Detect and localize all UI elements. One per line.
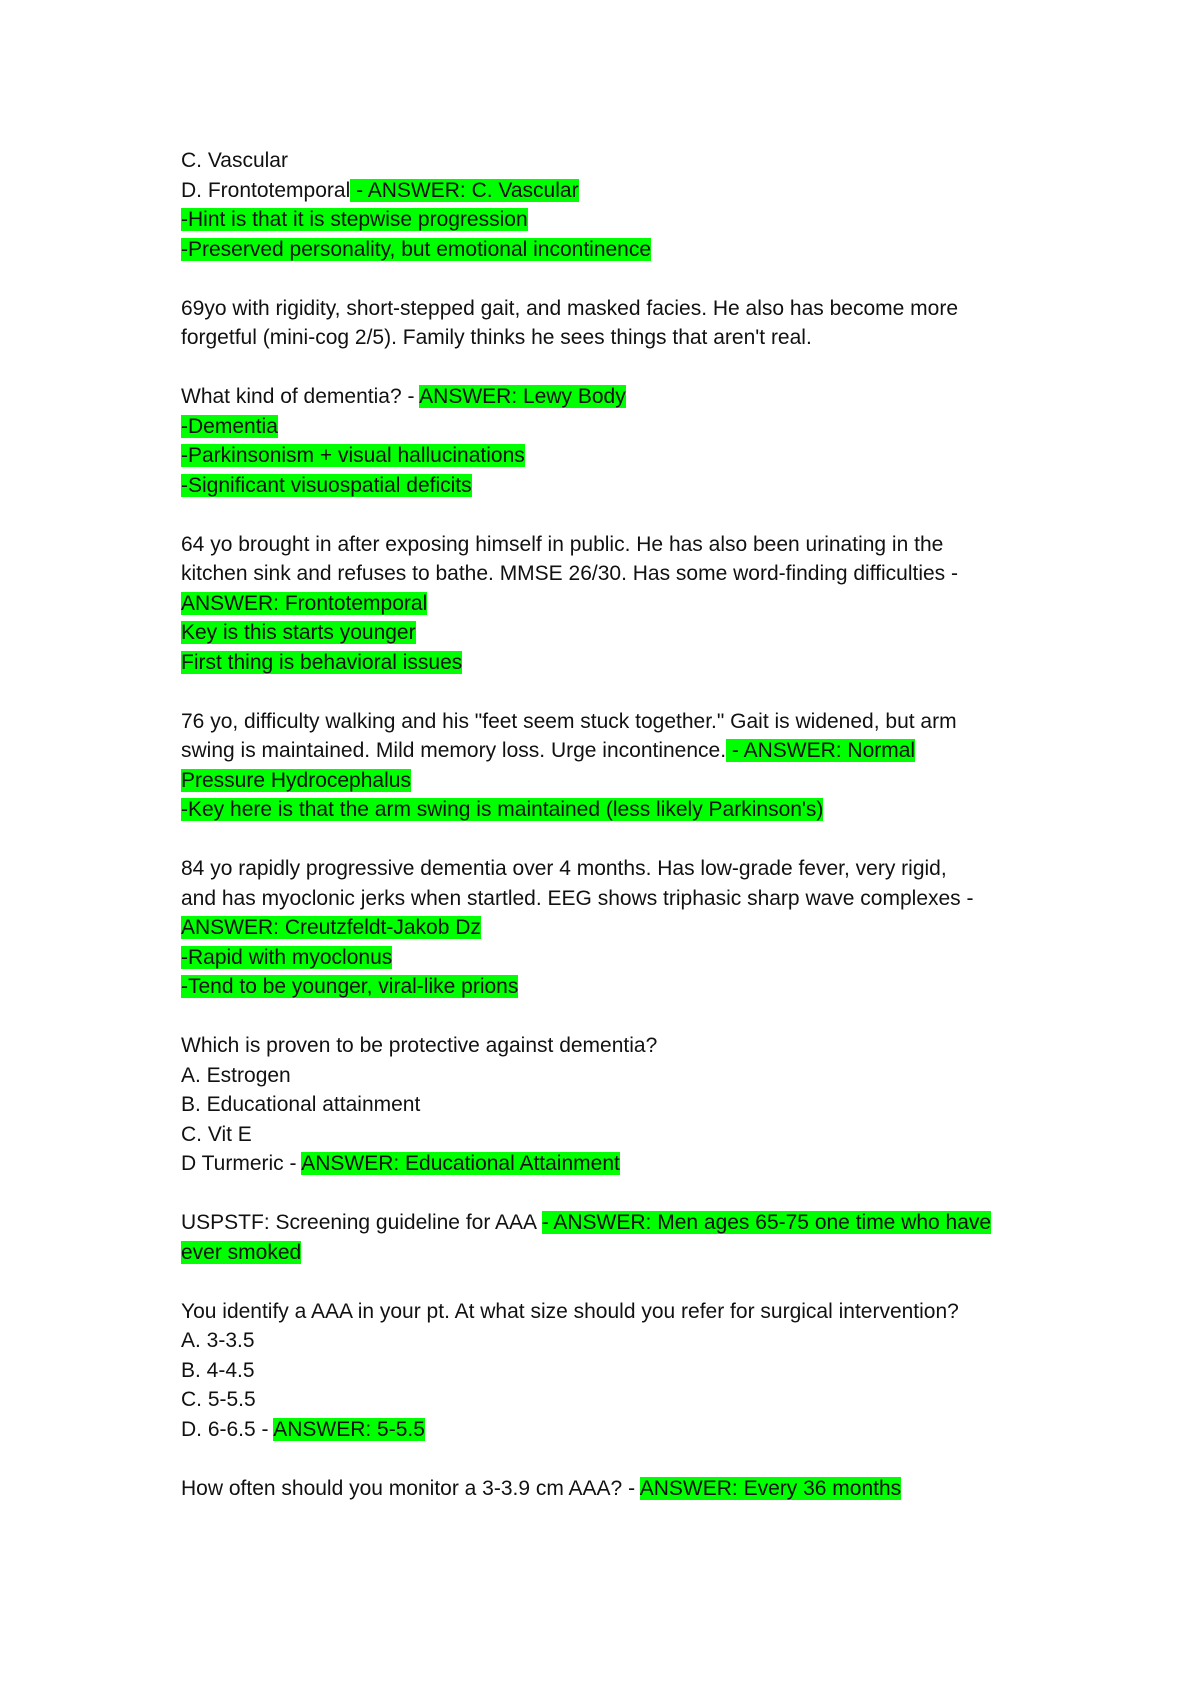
highlighted-answer: -Hint is that it is stepwise progression	[181, 208, 528, 231]
line-text: swing is maintained. Mild memory loss. Urge incontinence.	[181, 739, 727, 762]
text-line	[181, 1061, 1031, 1091]
text-line	[181, 412, 1031, 442]
highlighted-answer: -Key here is that the arm swing is maintained (less likely Parkinson's)	[181, 798, 824, 821]
line-text: You identify a AAA in your pt. At what size should you refer for surgical intervention?	[181, 1299, 959, 1323]
text-line	[181, 884, 1031, 914]
line-text: B. Educational attainment	[181, 1093, 421, 1116]
text-line	[181, 323, 1031, 353]
line-text: B. 4-4.5	[181, 1358, 255, 1382]
text-line	[181, 1297, 1031, 1327]
blank-line	[181, 1267, 1031, 1297]
line-text: forgetful (mini-cog 2/5). Family thinks he sees things that aren't real.	[181, 326, 812, 349]
blank-line	[181, 1444, 1031, 1474]
text-line	[181, 1031, 1031, 1061]
highlighted-answer: -Tend to be younger, viral-like prions	[181, 975, 519, 998]
line-text: 64 yo brought in after exposing himself in public. He has also been urinating in the	[181, 532, 944, 556]
line-text: C. Vit E	[181, 1122, 252, 1146]
text-line	[181, 913, 1031, 943]
text-line	[181, 1090, 1031, 1120]
highlighted-answer: - ANSWER: Men ages 65-75 one time who have	[541, 1211, 992, 1234]
text-line	[181, 559, 1031, 589]
text-line	[181, 1208, 1031, 1238]
highlighted-answer: - ANSWER: Normal	[726, 739, 916, 762]
highlighted-answer: ANSWER: Lewy Body	[419, 385, 626, 408]
text-line	[181, 1474, 1031, 1504]
line-text: D. 6-6.5 -	[181, 1417, 274, 1441]
highlighted-answer: Key is this starts younger	[181, 621, 416, 644]
text-line	[181, 736, 1031, 766]
line-text: How often should you monitor a 3-3.9 cm AAA? -	[181, 1476, 640, 1500]
text-line	[181, 1385, 1031, 1415]
text-line	[181, 1238, 1031, 1268]
text-line	[181, 1356, 1031, 1386]
line-text: kitchen sink and refuses to bathe. MMSE 26/30. Has some word-finding difficulties -	[181, 562, 958, 585]
highlighted-answer: ANSWER: Educational Attainment	[301, 1152, 620, 1175]
line-text: 84 yo rapidly progressive dementia over 4 months. Has low-grade fever, very rigid,	[181, 857, 947, 880]
line-text: C. 5-5.5	[181, 1388, 256, 1411]
text-line	[181, 235, 1031, 265]
text-line	[181, 648, 1031, 678]
highlighted-answer: ever smoked	[181, 1240, 302, 1264]
highlighted-answer: ANSWER: Frontotemporal	[181, 591, 428, 615]
highlighted-answer: -Dementia	[181, 414, 278, 438]
text-line	[181, 530, 1031, 560]
line-text: D Turmeric -	[181, 1152, 302, 1175]
line-text: 76 yo, difficulty walking and his "feet seem stuck together." Gait is widened, but arm	[181, 709, 957, 733]
text-line	[181, 441, 1031, 471]
text-line	[181, 294, 1031, 324]
text-line	[181, 1326, 1031, 1356]
highlighted-answer: ANSWER: Every 36 months	[639, 1476, 902, 1500]
blank-line	[181, 825, 1031, 855]
text-line	[181, 972, 1031, 1002]
line-text: What kind of dementia? -	[181, 385, 420, 408]
line-text: and has myoclonic jerks when startled. EEG shows triphasic sharp wave complexes -	[181, 886, 974, 910]
text-line	[181, 176, 1031, 206]
highlighted-answer: -Significant visuospatial deficits	[181, 473, 472, 497]
highlighted-answer: First thing is behavioral issues	[181, 650, 463, 674]
line-text: C. Vascular	[181, 149, 288, 172]
blank-line	[181, 1179, 1031, 1209]
blank-line	[181, 353, 1031, 383]
text-line	[181, 707, 1031, 737]
highlighted-answer: -Parkinsonism + visual hallucinations	[181, 444, 525, 467]
line-text: 69yo with rigidity, short-stepped gait, and masked facies. He also has become more	[181, 296, 958, 320]
line-text: A. Estrogen	[181, 1063, 291, 1087]
text-line	[181, 471, 1031, 501]
text-line	[181, 795, 1031, 825]
text-line	[181, 1415, 1031, 1445]
line-text: USPSTF: Screening guideline for AAA	[181, 1211, 542, 1234]
blank-line	[181, 1002, 1031, 1032]
blank-line	[181, 500, 1031, 530]
document-body	[181, 146, 1031, 1503]
highlighted-answer: -Preserved personality, but emotional incontinence	[181, 237, 652, 261]
highlighted-answer: ANSWER: 5-5.5	[273, 1417, 425, 1441]
text-line	[181, 382, 1031, 412]
highlighted-answer: -Rapid with myoclonus	[181, 945, 393, 969]
text-line	[181, 943, 1031, 973]
line-text: Which is proven to be protective against dementia?	[181, 1034, 658, 1057]
text-line	[181, 146, 1031, 176]
text-line	[181, 1120, 1031, 1150]
blank-line	[181, 264, 1031, 294]
text-line	[181, 1149, 1031, 1179]
text-line	[181, 589, 1031, 619]
line-text: A. 3-3.5	[181, 1329, 255, 1352]
text-line	[181, 618, 1031, 648]
highlighted-answer: - ANSWER: C. Vascular	[350, 178, 579, 202]
highlighted-answer: ANSWER: Creutzfeldt-Jakob Dz	[181, 916, 481, 939]
blank-line	[181, 677, 1031, 707]
text-line	[181, 205, 1031, 235]
text-line	[181, 854, 1031, 884]
text-line	[181, 766, 1031, 796]
highlighted-answer: Pressure Hydrocephalus	[181, 768, 411, 792]
line-text: D. Frontotemporal	[181, 178, 351, 202]
